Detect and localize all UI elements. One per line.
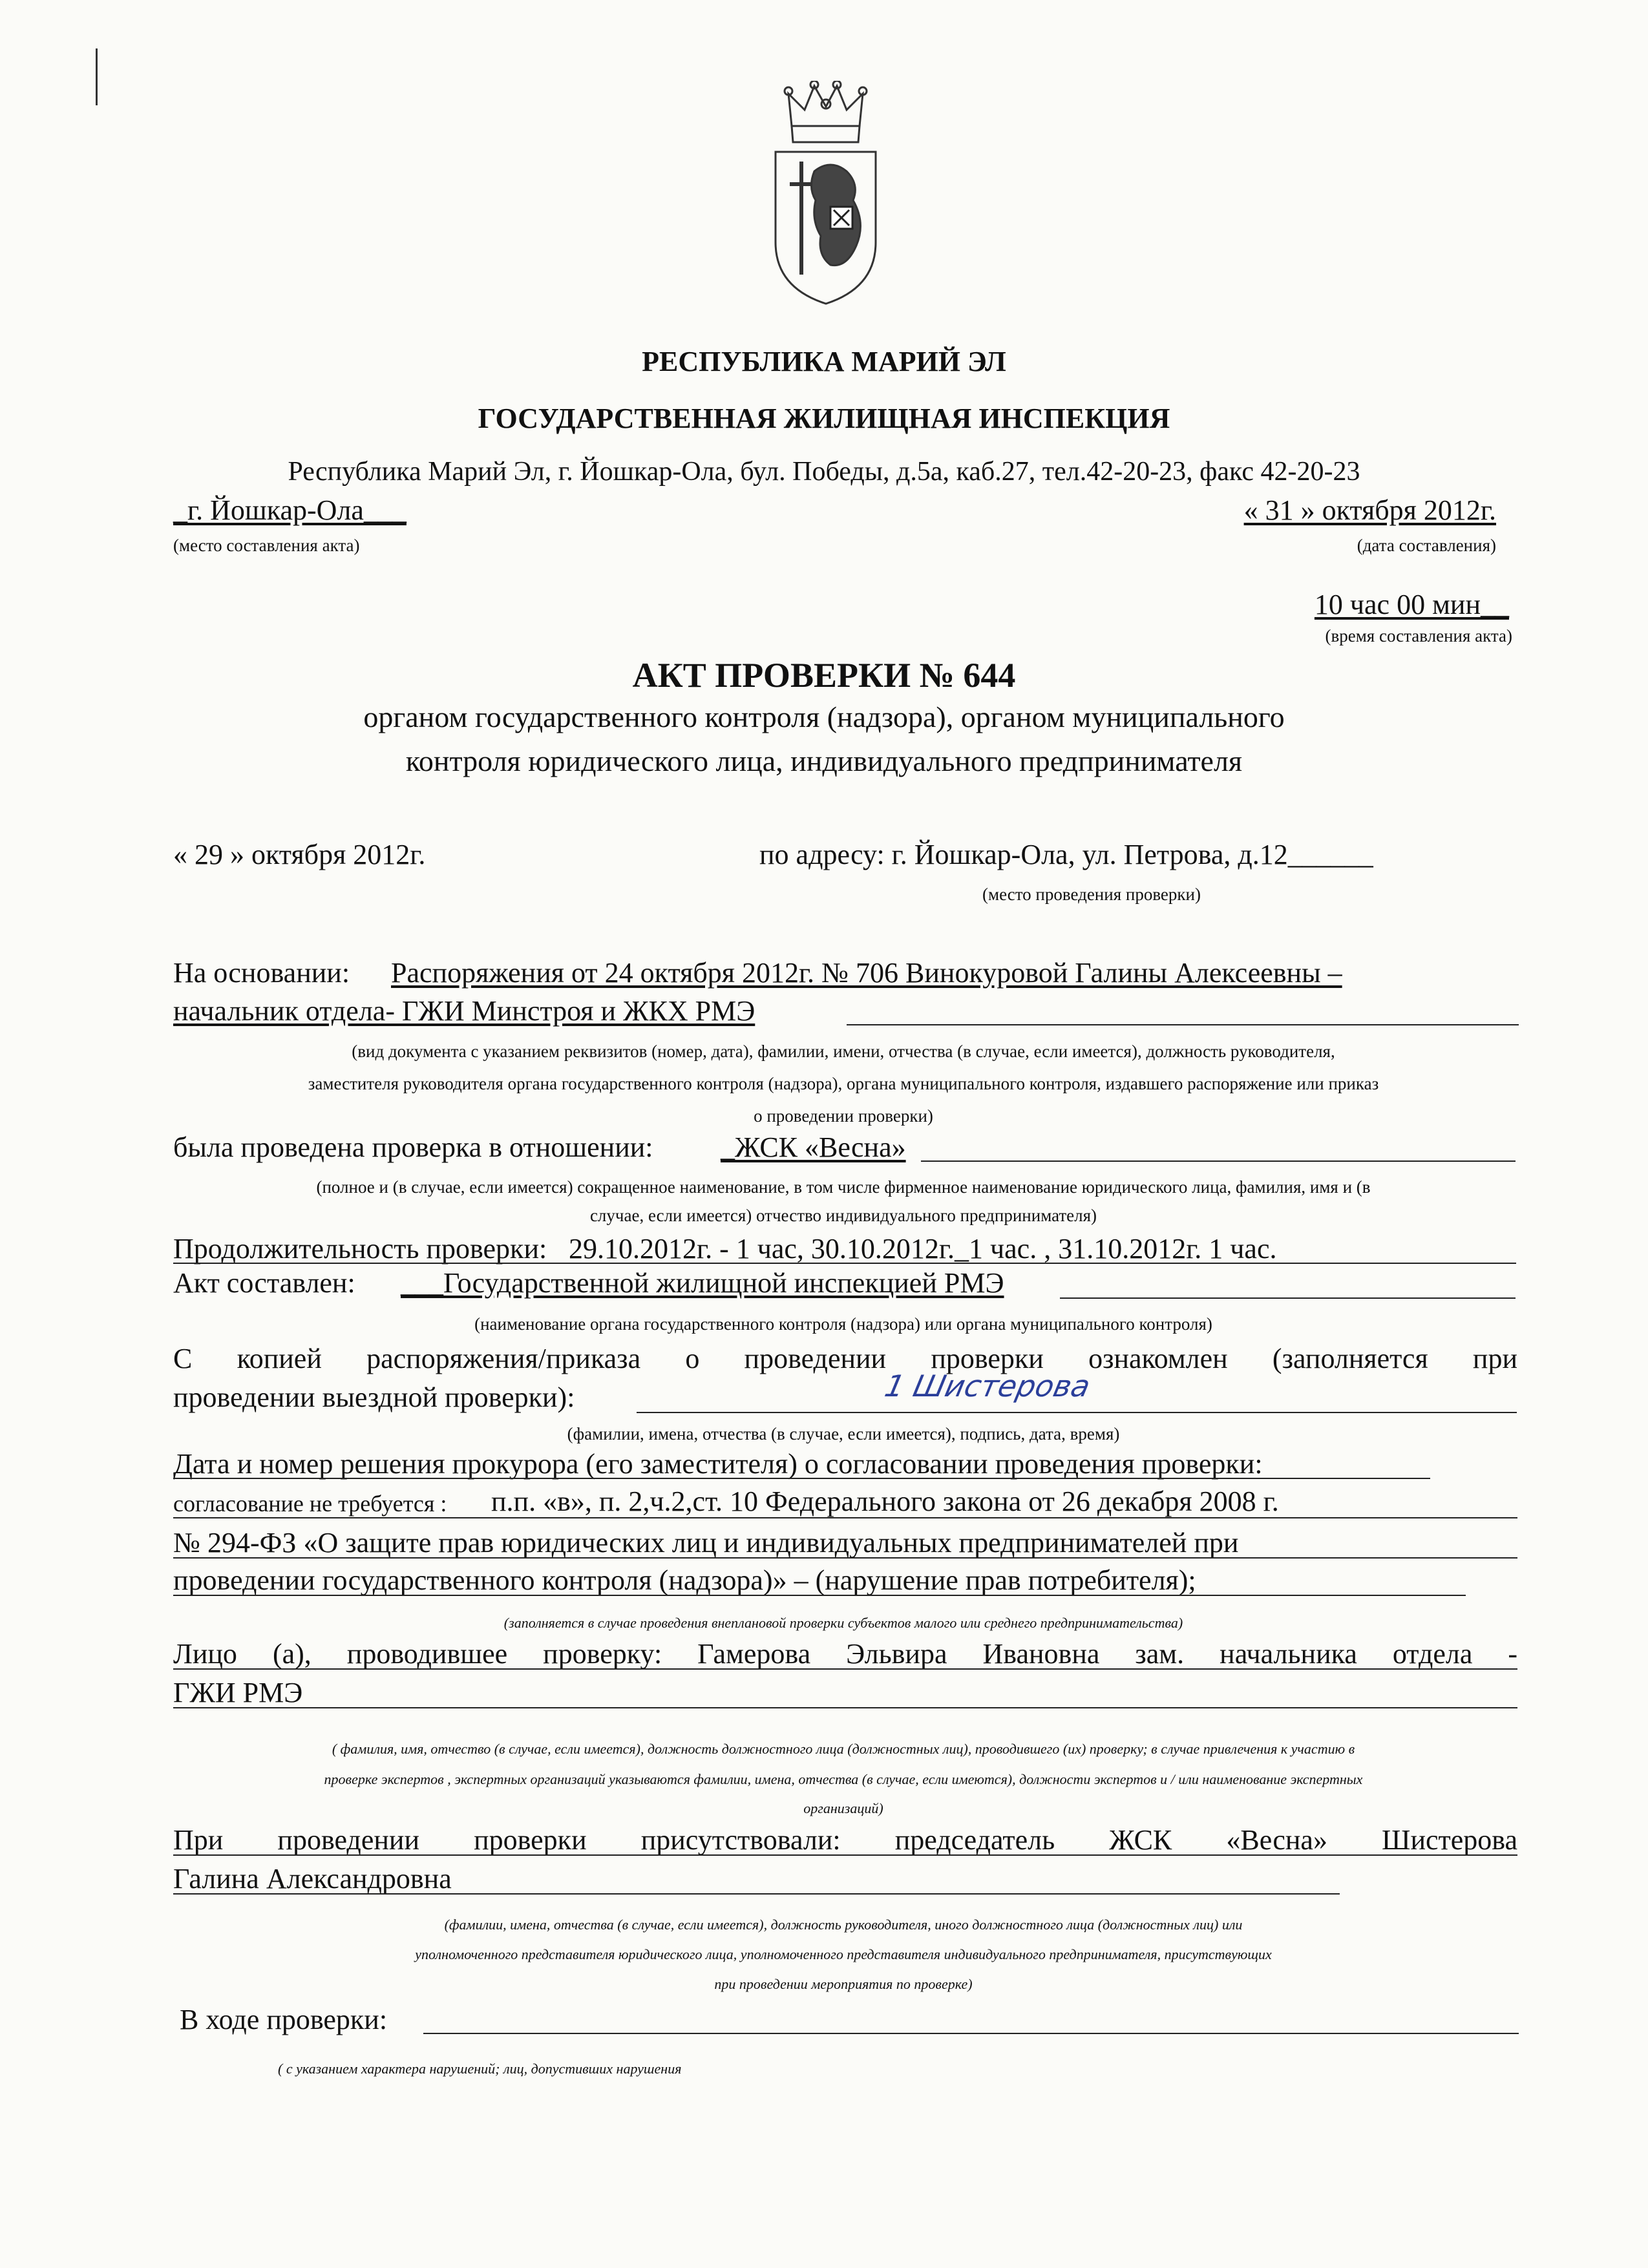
subject-underline: [921, 1160, 1516, 1162]
check-address: по адресу: г. Йошкар-Ола, ул. Петрова, д.12______: [759, 839, 1373, 870]
inspector-line1: Лицо (а), проводившее проверку: Гамерова Эльвира Ивановна зам. начальника отдела -: [173, 1638, 1517, 1670]
prosecutor-line4: проведении государственного контроля (надзора)» – (нарушение прав потребителя);: [173, 1564, 1196, 1596]
inspection-address: Республика Марий Эл, г. Йошкар-Ола, бул. Победы, д.5а, каб.27, тел.42-20-23, факс 42-20-23: [288, 457, 1360, 487]
subject-caption1: (полное и (в случае, если имеется) сокращенное наименование, в том числе фирменное наименование юридического лица, фамилия, имя и (в: [316, 1177, 1371, 1197]
act-subtitle-line2: контроля юридического лица, индивидуального предпринимателя: [405, 744, 1243, 777]
check-date: « 29 » октября 2012г.: [173, 839, 426, 870]
basis-caption2: заместителя руководителя органа государственного контроля (надзора), органа муниципального контроля, издавшего распоряжение или приказ: [308, 1074, 1379, 1093]
inspector-caption2: проверке экспертов , экспертных организаций указываются фамилии, имена, отчества (в случае, если имеются), должности экспертов и / или наименование экспертных: [324, 1771, 1363, 1787]
basis-caption3: о проведении проверки): [754, 1106, 933, 1126]
prosecutor-underline3: [173, 1557, 1517, 1559]
prosecutor-line3: № 294-ФЗ «О защите прав юридических лиц и индивидуальных предпринимателей при: [173, 1527, 1239, 1559]
present-caption2: уполномоченного представителя юридического лица, уполномоченного представителя индивидуального предпринимателя, присутствующих: [415, 1946, 1272, 1962]
basis-value-line1: Распоряжения от 24 октября 2012г. № 706 Винокуровой Галины Алексеевны –: [391, 957, 1342, 989]
prosecutor-underline1: [173, 1478, 1430, 1479]
prosecutor-prefix: согласование не требуется :: [173, 1491, 447, 1517]
prosecutor-underline2: [173, 1517, 1517, 1518]
findings-caption: ( с указанием характера нарушений; лиц, допустивших нарушения: [278, 2061, 682, 2077]
present-caption1: (фамилии, имена, отчества (в случае, если имеется), должность руководителя, иного должностного лица (должностных лиц) или: [444, 1916, 1243, 1933]
findings-underline: [423, 2033, 1519, 2034]
basis-caption1: (вид документа с указанием реквизитов (номер, дата), фамилии, имени, отчества (в случае, если имеется), должность руководителя,: [352, 1042, 1335, 1061]
inspector-underline1: [173, 1668, 1517, 1670]
subject-label: была проведена проверка в отношении:: [173, 1131, 653, 1163]
check-place-caption: (место проведения проверки): [982, 885, 1201, 904]
composer-label: Акт составлен:: [173, 1267, 355, 1299]
margin-mark: [96, 48, 98, 105]
date-caption: (дата составления): [1357, 536, 1496, 555]
inspector-caption1: ( фамилия, имя, отчество (в случае, если имеется), должность должностного лица (должностных лиц), проводившего (их) проверку; в случае привлечения к участию в: [332, 1741, 1355, 1757]
inspection-title: ГОСУДАРСТВЕННАЯ ЖИЛИЩНАЯ ИНСПЕКЦИЯ: [478, 403, 1170, 434]
inspector-caption3: организаций): [803, 1800, 883, 1816]
subject-value: _ЖСК «Весна»: [721, 1131, 906, 1163]
republic-title: РЕСПУБЛИКА МАРИЙ ЭЛ: [642, 346, 1006, 377]
acquainted-line1: С копией распоряжения/приказа о проведении проверки ознакомлен (заполняется при: [173, 1343, 1517, 1374]
composer-underline: [1060, 1297, 1516, 1299]
basis-underline: [847, 1024, 1519, 1025]
present-underline1: [173, 1854, 1517, 1856]
subject-caption2: случае, если имеется) отчество индивидуального предпринимателя): [589, 1206, 1097, 1225]
place-of-act: _г. Йошкар-Ола___: [173, 494, 407, 526]
prosecutor-underline4: [173, 1595, 1466, 1596]
inspector-underline2: [173, 1707, 1517, 1708]
basis-value-line2: начальник отдела- ГЖИ Минстроя и ЖКХ РМЭ: [173, 995, 755, 1027]
inspector-line2: ГЖИ РМЭ: [173, 1677, 303, 1708]
prosecutor-line1: Дата и номер решения прокурора (его заместителя) о согласовании проведения проверки:: [173, 1448, 1263, 1480]
duration-value: 29.10.2012г. - 1 час, 30.10.2012г._1 час. , 31.10.2012г. 1 час.: [569, 1233, 1277, 1265]
acquainted-underline: [637, 1412, 1517, 1413]
present-caption3: при проведении мероприятия по проверке): [714, 1976, 973, 1992]
acquainted-caption: (фамилии, имена, отчества (в случае, если имеется), подпись, дата, время): [567, 1424, 1120, 1444]
duration-label: Продолжительность проверки:: [173, 1233, 547, 1265]
present-line1: При проведении проверки присутствовали: председатель ЖСК «Весна» Шистерова: [173, 1824, 1517, 1856]
prosecutor-line2: п.п. «в», п. 2,ч.2,ст. 10 Федерального закона от 26 декабря 2008 г.: [491, 1486, 1279, 1517]
prosecutor-caption: (заполняется в случае проведения внеплановой проверки субъектов малого или среднего предпринимательства): [503, 1615, 1183, 1631]
act-date: « 31 » октября 2012г.: [1243, 494, 1496, 526]
time-caption: (время составления акта): [1325, 626, 1512, 646]
composer-value: ___Государственной жилищной инспекцией РМЭ: [401, 1267, 1004, 1299]
act-subtitle-line1: органом государственного контроля (надзора), органом муниципального: [363, 700, 1285, 733]
present-underline2: [173, 1893, 1340, 1895]
place-caption: (место составления акта): [173, 536, 360, 555]
composer-caption: (наименование органа государственного контроля (надзора) или органа муниципального контроля): [474, 1314, 1212, 1334]
findings-label: В ходе проверки:: [180, 2004, 388, 2035]
act-time: 10 час 00 мин__: [1314, 589, 1509, 620]
acquainted-line2: проведении выездной проверки):: [173, 1381, 575, 1413]
coat-of-arms-icon: [769, 81, 882, 310]
basis-label: На основании:: [173, 957, 350, 989]
act-title: АКТ ПРОВЕРКИ № 644: [632, 656, 1016, 695]
present-line2: Галина Александровна: [173, 1863, 452, 1895]
acquainted-handwriting: 1 Шистерова: [882, 1369, 1093, 1403]
duration-underline: [173, 1263, 1516, 1264]
